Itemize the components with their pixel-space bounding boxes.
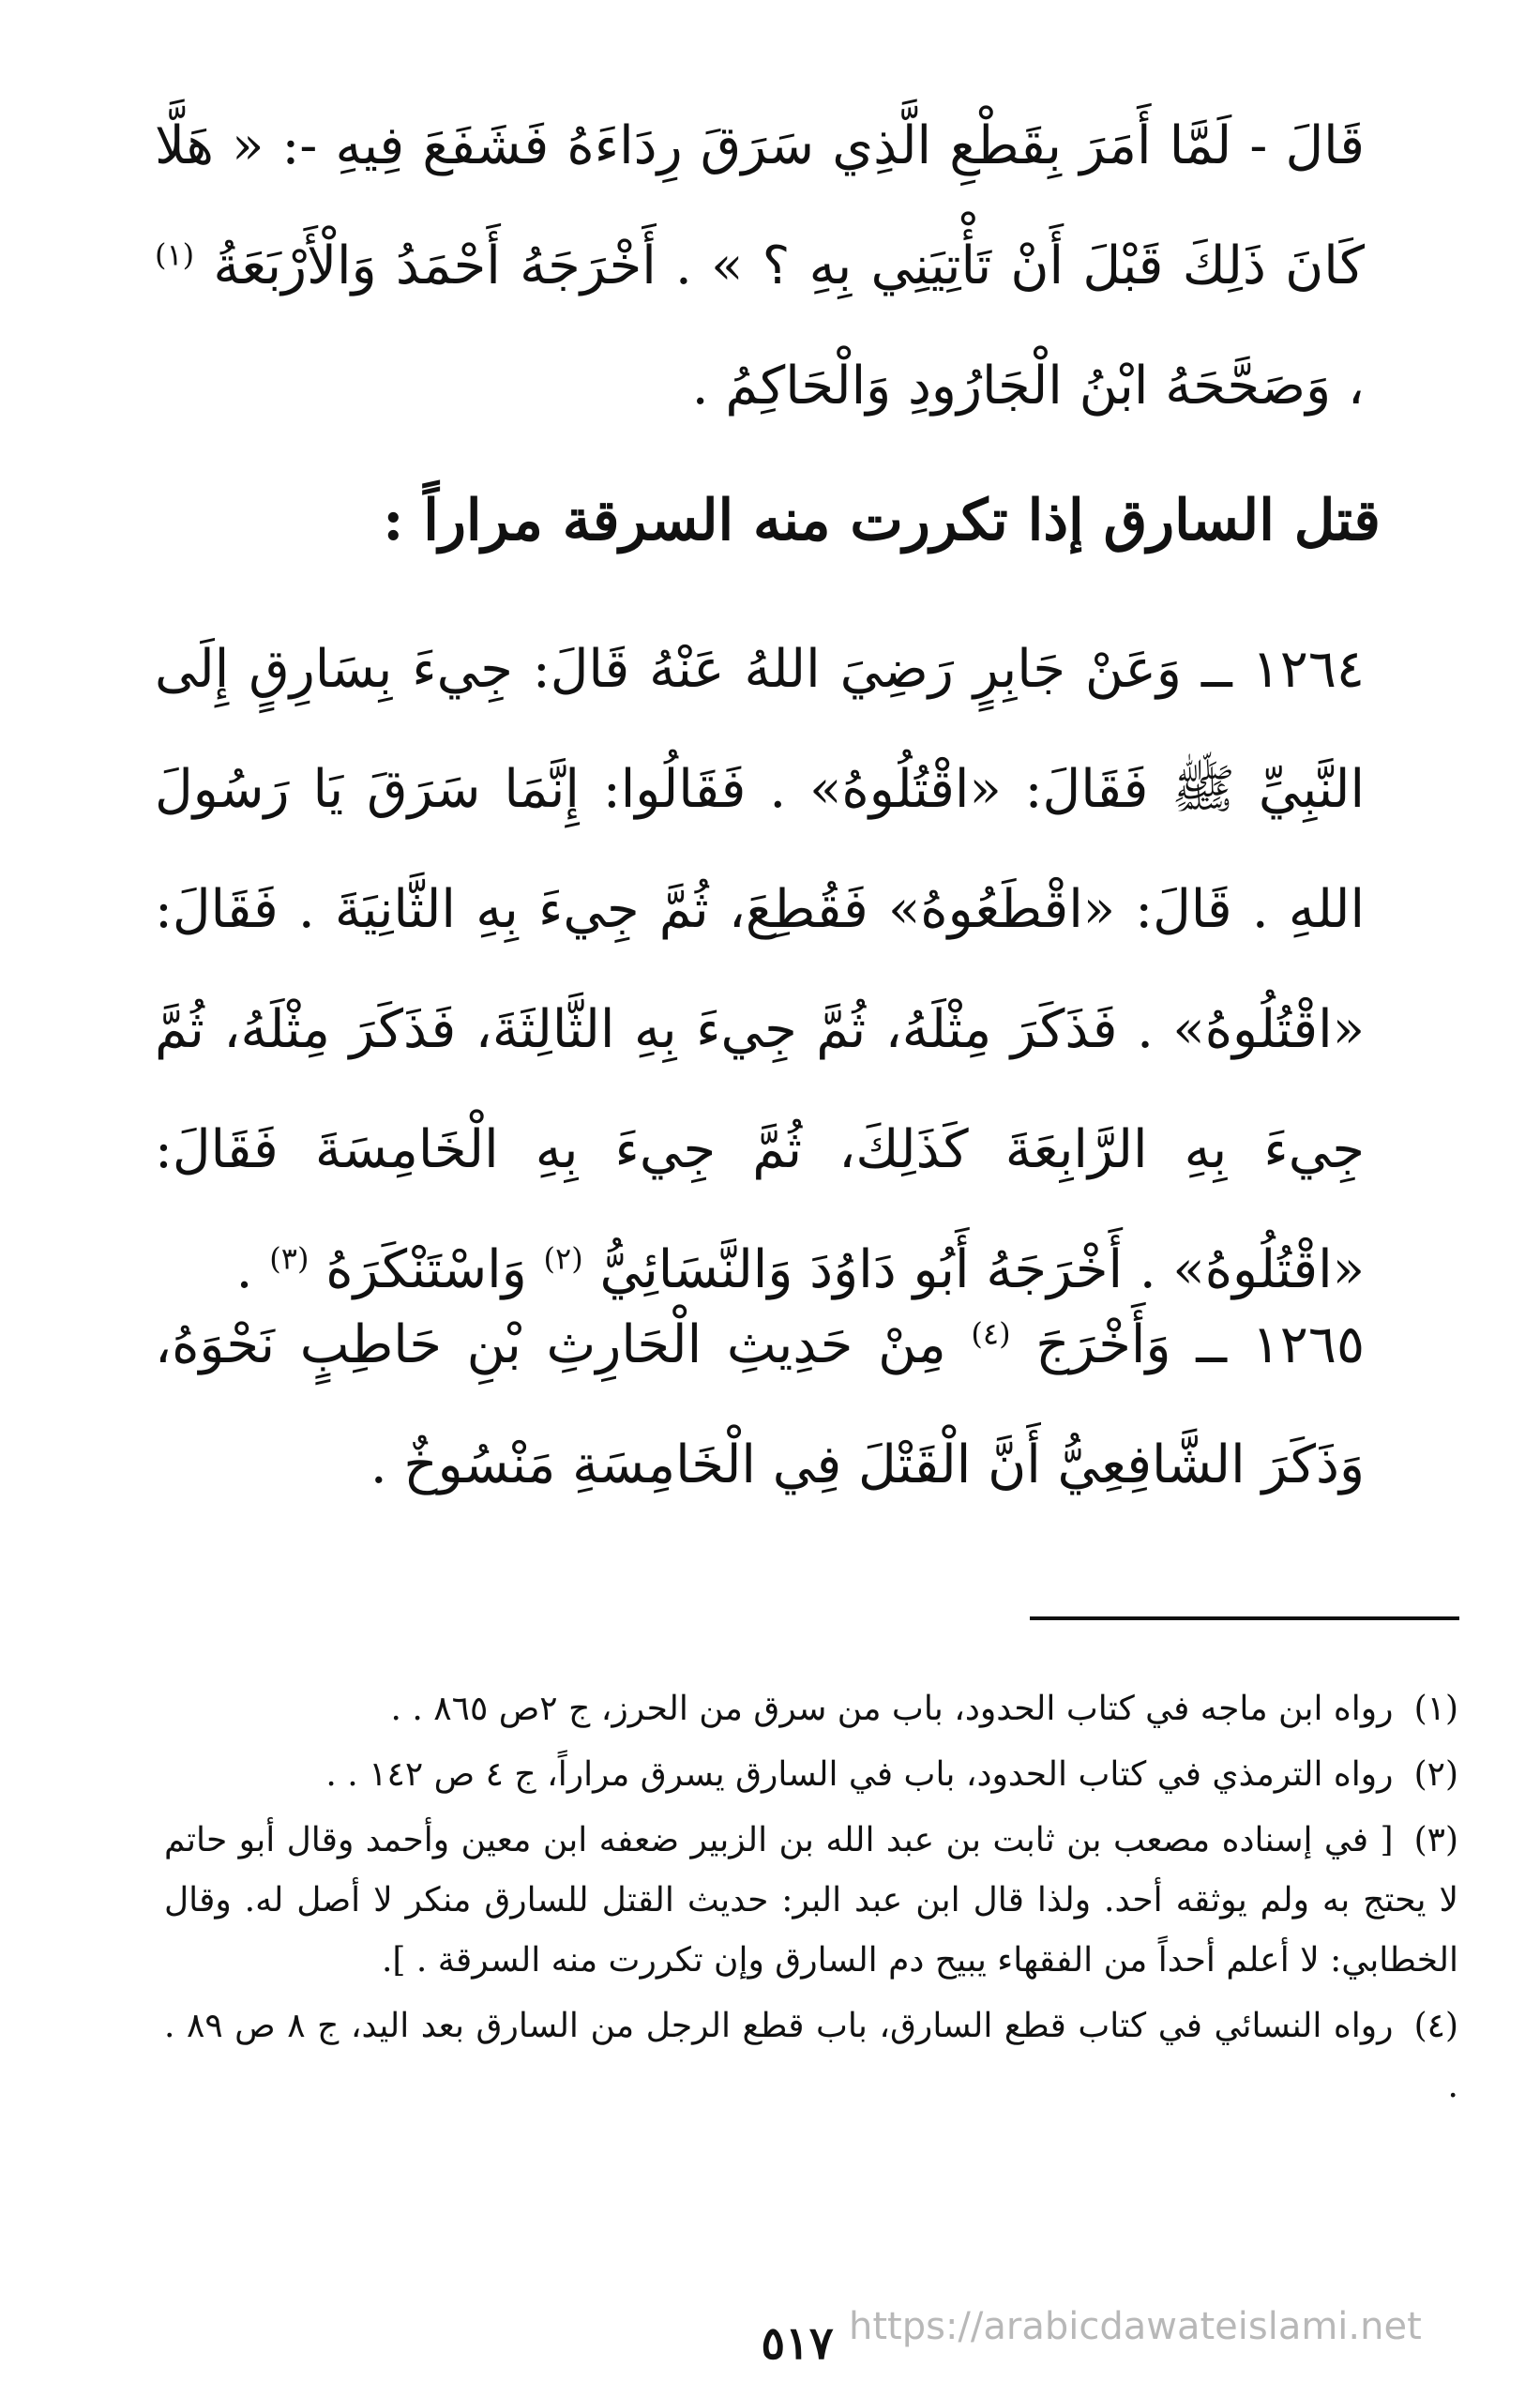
footnote-ref-2[interactable]: (٢): [543, 1240, 583, 1277]
hadith-1265-text: ــ وَأَخْرَجَ: [1035, 1314, 1228, 1375]
hadith-number-1265: ١٢٦٥: [1251, 1314, 1366, 1375]
footnote-text: رواه ابن ماجه في كتاب الحدود، باب من سرق من الحرز، ج ٢ص ٨٦٥ . .: [390, 1690, 1394, 1728]
footnote-4: [164, 1996, 1458, 2116]
hadith-1264-text-b: وَاسْتَنْكَرَهُ: [325, 1239, 527, 1300]
hadith-1264-text: ــ وَعَنْ جَابِرٍ رَضِيَ اللهُ عَنْهُ قَالَ: جِيءَ بِسَارِقٍ إِلَى النَّبِيِّ ﷺ فَقَالَ: «اقْتُلُوهُ» . فَقَالُوا: إِنَّمَا سَرَقَ يَا رَسُولَ اللهِ . قَالَ: «اقْطَعُوهُ» فَقُطِعَ، ثُمَّ جِيءَ بِهِ الثَّانِيَةَ . فَقَالَ: «اقْتُلُوهُ» . فَذَكَرَ مِثْلَهُ، ثُمَّ جِيءَ بِهِ الثَّالِثَةَ، فَذَكَرَ مِثْلَهُ، ثُمَّ جِيءَ بِهِ الرَّابِعَةَ كَذَلِكَ، ثُمَّ جِيءَ بِهِ الْخَامِسَةَ فَقَالَ: «اقْتُلُوهُ» . أَخْرَجَهُ أَبُو دَاوُدَ وَالنَّسَائِيُّ: [155, 639, 1365, 1300]
page-number: ٥١٧: [761, 2317, 834, 2370]
footnote-number: (٢): [1413, 1755, 1458, 1794]
hadith-1264-tail: .: [235, 1239, 253, 1300]
footnote-divider: [1030, 1616, 1459, 1620]
intro-tail: ، وَصَحَّحَهُ ابْنُ الْجَارُودِ وَالْحَاكِمُ .: [691, 356, 1365, 417]
hadith-1264: [155, 610, 1365, 1330]
footnote-text: رواه الترمذي في كتاب الحدود، باب في السارق يسرق مراراً، ج ٤ ص ١٤٢ . .: [325, 1755, 1394, 1794]
footnote-text: رواه النسائي في كتاب قطع السارق، باب قطع الرجل من السارق بعد اليد، ج ٨ ص ٨٩ . .: [164, 2007, 1458, 2105]
hadith-1265-text-b: مِنْ حَدِيثِ الْحَارِثِ بْنِ حَاطِبٍ نَحْوَهُ، وَذَكَرَ الشَّافِعِيُّ أَنَّ الْقَتْلَ فِي الْخَامِسَةِ مَنْسُوخٌ .: [155, 1314, 1365, 1495]
intro-text: قَالَ - لَمَّا أَمَرَ بِقَطْعِ الَّذِي سَرَقَ رِدَاءَهُ فَشَفَعَ فِيهِ -: « هَلَّا كَانَ ذَلِكَ قَبْلَ أَنْ تَأْتِيَنِي بِهِ ؟ » . أَخْرَجَهُ أَحْمَدُ وَالْأَرْبَعَةُ: [155, 115, 1365, 296]
watermark-url[interactable]: https://arabicdawateislami.net: [849, 2305, 1422, 2348]
footnote-1: [164, 1679, 1458, 1739]
footnote-number: (٤): [1413, 2007, 1458, 2045]
footnote-text: [ في إسناده مصعب بن ثابت بن عبد الله بن الزبير ضعفه ابن معين وأحمد وقال أبو حاتم لا يحتج به ولم يوثقه أحد. ولذا قال ابن عبد البر: حديث القتل للسارق منكر لا أصل له. وقال الخطابي: لا أعلم أحداً من الفقهاء يبيح دم السارق وإن تكررت منه السرقة . ].: [164, 1821, 1458, 1980]
footnote-ref-4[interactable]: (٤): [971, 1315, 1011, 1352]
hadith-1265: [155, 1285, 1365, 1525]
footnote-number: (٣): [1413, 1821, 1458, 1859]
footnote-2: [164, 1745, 1458, 1805]
hadith-number-1264: ١٢٦٤: [1251, 639, 1365, 700]
footnotes: [164, 1679, 1458, 2122]
section-heading: قتل السارق إذا تكررت منه السرقة مراراً :: [383, 488, 1381, 554]
intro-paragraph: [155, 86, 1365, 447]
footnote-ref-1[interactable]: (١): [155, 236, 195, 273]
footnote-number: (١): [1413, 1690, 1458, 1728]
footnote-ref-3[interactable]: (٣): [269, 1240, 310, 1277]
footnote-3: [164, 1811, 1458, 1991]
